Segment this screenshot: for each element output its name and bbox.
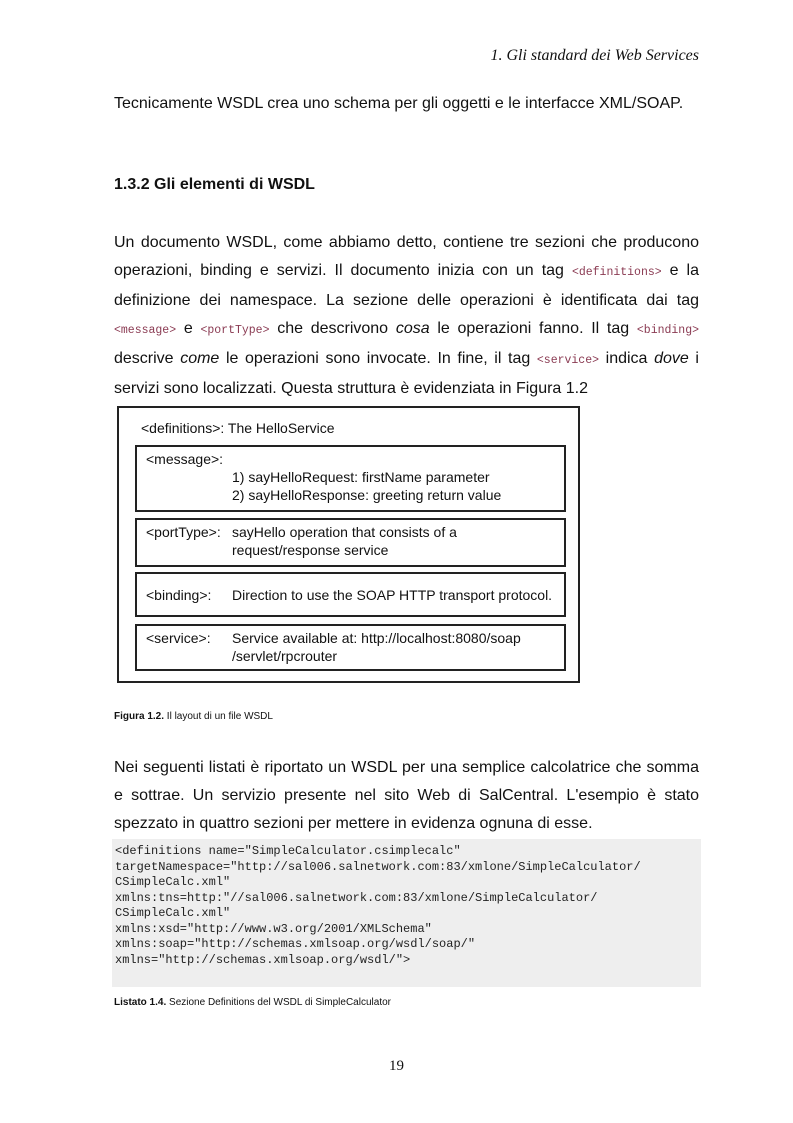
listing-caption-label: Listato 1.4. [114, 997, 167, 1008]
emphasis-dove: dove [654, 350, 689, 367]
binding-box [135, 572, 566, 617]
listing-caption-text: Sezione Definitions del WSDL di SimpleCalculator [169, 997, 391, 1008]
listing-caption [114, 997, 391, 1008]
code-line: xmlns="http://schemas.xmlsoap.org/wsdl/"> [115, 952, 411, 967]
figure-title: <definitions>: The HelloService [141, 420, 335, 436]
porttype-box [135, 518, 566, 567]
code-line: <definitions name="SimpleCalculator.csimplecalc" [115, 844, 461, 858]
binding-text: Direction to use the SOAP HTTP transport protocol. [232, 587, 553, 603]
intro-paragraph: Tecnicamente WSDL crea uno schema per gli oggetti e le interfacce XML/SOAP. [114, 95, 684, 112]
para1-text-c: e [183, 320, 193, 337]
binding-label: <binding>: [146, 587, 212, 603]
emphasis-cosa: cosa [395, 320, 430, 337]
tag-porttype: <portType> [200, 324, 270, 337]
message-label: <message>: [146, 451, 224, 467]
tag-message: <message> [114, 324, 177, 337]
para1-text-f: descrive [114, 350, 174, 367]
para1-text-e: le operazioni fanno. Il tag [437, 320, 630, 337]
para1-text-g: le operazioni sono invocate. In fine, il tag [225, 350, 531, 367]
figure-caption-label: Figura 1.2. [114, 711, 165, 722]
code-line: CSimpleCalc.xml" [115, 875, 231, 889]
porttype-line-1: sayHello operation that consists of a [232, 524, 457, 540]
wsdl-layout-figure [117, 406, 580, 683]
code-line: xmlns:xsd="http://www.w3.org/2001/XMLSchema" [115, 921, 432, 936]
service-label: <service>: [146, 630, 211, 646]
para1-text-b: e la definizione dei namespace. La sezione delle operazioni è identificata dai tag [114, 262, 699, 309]
service-line-2: /servlet/rpcrouter [232, 648, 338, 664]
wsdl-elements-paragraph [114, 229, 699, 403]
porttype-line-2: request/response service [232, 542, 389, 558]
running-header: 1. Gli standard dei Web Services [490, 47, 699, 64]
para1-text-h: indica [605, 350, 648, 367]
para1-text-d: che descrivono [277, 320, 389, 337]
figure-caption-text: Il layout di un file WSDL [166, 711, 273, 722]
tag-definitions: <definitions> [571, 266, 662, 279]
code-line: targetNamespace="http://sal006.salnetwork.com:83/xmlone/SimpleCalculator/ [115, 859, 641, 874]
service-box [135, 624, 566, 671]
para1-text-a: Un documento WSDL, come abbiamo detto, contiene tre sezioni che producono operazioni, binding e servizi. Il documento inizia con un tag [114, 234, 699, 279]
code-listing [112, 839, 701, 987]
figure-caption [114, 711, 273, 722]
emphasis-come: come [180, 350, 220, 367]
porttype-label: <portType>: [146, 524, 221, 540]
message-line-2: 2) sayHelloResponse: greeting return value [232, 487, 502, 503]
para1-text-i: i servizi sono localizzati. Questa struttura è evidenziata in Figura 1.2 [114, 350, 699, 397]
page-number: 19 [389, 1058, 404, 1074]
message-box [135, 445, 566, 512]
tag-binding: <binding> [636, 324, 700, 337]
calculator-paragraph: Nei seguenti listati è riportato un WSDL per una semplice calcolatrice che somma e sottrae. Un servizio presente nel sito Web di SalCentral. L'esempio è stato spezzato in quattro sezioni per mettere in evidenza ognuna di esse. [114, 759, 699, 832]
service-line-1: Service available at: http://localhost:8080/soap [232, 630, 521, 646]
code-line: CSimpleCalc.xml" [115, 906, 231, 920]
tag-service: <service> [536, 354, 600, 367]
code-line: xmlns:tns=http:"//sal006.salnetwork.com:83/xmlone/SimpleCalculator/ [115, 890, 598, 905]
message-line-1: 1) sayHelloRequest: firstName parameter [232, 469, 490, 485]
section-heading: 1.3.2 Gli elementi di WSDL [114, 176, 315, 193]
code-line: xmlns:soap="http://schemas.xmlsoap.org/wsdl/soap/" [115, 937, 476, 951]
